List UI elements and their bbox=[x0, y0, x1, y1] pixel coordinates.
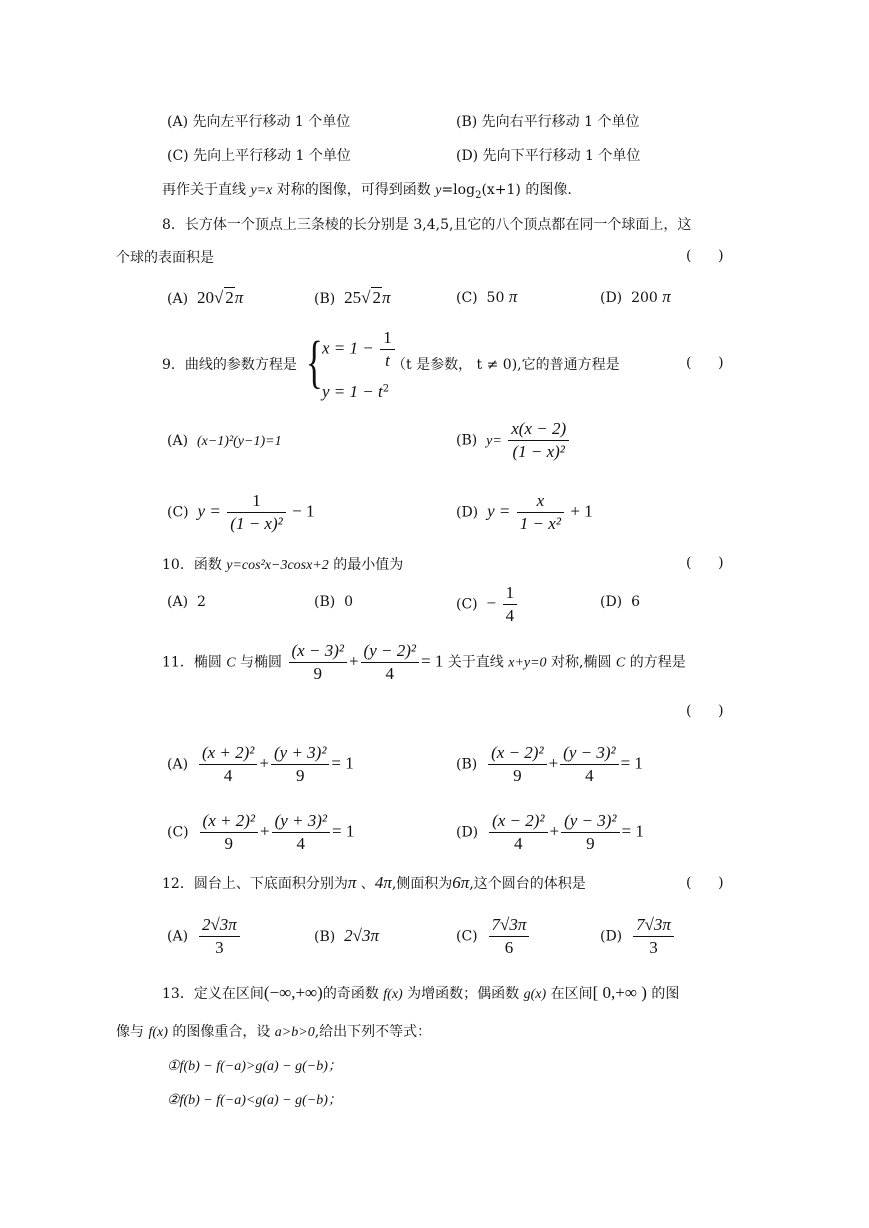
q12-option-a bbox=[167, 914, 242, 959]
q9-system-brace: { bbox=[306, 329, 323, 394]
q9-c-den: (1 − x)² bbox=[230, 514, 283, 533]
q8-c-value: 50 bbox=[486, 290, 505, 306]
q13-line2-f: f(x) bbox=[148, 1025, 168, 1040]
q12-mid: ,侧面积为 bbox=[391, 876, 453, 892]
q7-conclusion-prefix: 再作关于直线 bbox=[162, 182, 251, 198]
q13-line2-cond: a>b>0 bbox=[274, 1025, 315, 1040]
q9-option-b bbox=[456, 418, 571, 463]
q9-c-lhs: y = bbox=[197, 501, 221, 521]
q10-option-c bbox=[456, 582, 519, 627]
q9-suffix: （t 是参数， t ≠ 0),它的普通方程是 bbox=[392, 357, 620, 373]
q8-c-label: (C) bbox=[456, 290, 478, 306]
q12-option-c bbox=[456, 914, 531, 959]
q9-eq1-den: t bbox=[385, 351, 390, 370]
q11-a-frac2 bbox=[271, 742, 329, 787]
q12-v3: 6π bbox=[452, 873, 470, 892]
q9-c-num: 1 bbox=[227, 490, 285, 513]
q11-suffix: 的方程是 bbox=[625, 654, 686, 671]
q9-eq1-num: 1 bbox=[380, 327, 395, 350]
q12-b-label: (B) bbox=[314, 929, 336, 945]
q11-a-plus: + bbox=[259, 753, 269, 773]
q10-d-value: 6 bbox=[631, 594, 640, 610]
q8-a-pi: π bbox=[234, 288, 244, 307]
q11-answer-paren: ( ) bbox=[686, 703, 724, 719]
q8-option-c bbox=[456, 287, 517, 307]
q7-line-equation: y=x bbox=[250, 183, 273, 198]
q11-a-d1: 4 bbox=[223, 766, 233, 785]
q13-interval2: [ 0,+∞ ) bbox=[592, 983, 647, 1002]
q8-answer-paren: ( ) bbox=[686, 248, 724, 264]
q11-stem bbox=[162, 640, 686, 685]
q10-b-label: (B) bbox=[314, 594, 336, 610]
q8-stem-line2: 个球的表面积是 bbox=[116, 250, 214, 266]
q9-eq2-sup: 2 bbox=[382, 383, 390, 395]
q9-b-num: x(x − 2) bbox=[508, 418, 569, 441]
q9-option-c bbox=[167, 490, 315, 535]
q9-c-rhs: − 1 bbox=[292, 501, 315, 521]
q11-b-d1: 9 bbox=[513, 766, 522, 785]
q12-stem bbox=[162, 873, 586, 893]
q13-line2-suffix: ,给出下列不等式： bbox=[314, 1024, 432, 1040]
q11-b-frac1 bbox=[488, 742, 546, 787]
q9-d-label: (D) bbox=[456, 504, 479, 521]
q13-p1: 13．定义在区间 bbox=[162, 986, 264, 1002]
q11-c-d1: 9 bbox=[224, 834, 234, 853]
q8-b-value: 25 bbox=[344, 288, 362, 307]
q11-b-plus: + bbox=[548, 753, 559, 773]
q11-c-n2: (y + 3)² bbox=[272, 810, 330, 833]
q13-p4: 在区间 bbox=[546, 986, 593, 1002]
q10-c-sign: − bbox=[486, 593, 497, 613]
q7-conclusion-mid: 对称的图像，可得到函数 bbox=[272, 182, 436, 198]
q9-equation-2 bbox=[322, 382, 389, 402]
q13-p3: 为增函数；偶函数 bbox=[402, 986, 524, 1002]
q10-suffix: 的最小值为 bbox=[328, 557, 404, 573]
q7-conclusion bbox=[162, 180, 572, 206]
q12-v2: 4π bbox=[374, 873, 392, 892]
q7-fn-var: y bbox=[435, 183, 442, 198]
q7-option-c: (C) 先向上平行移动 1 个单位 bbox=[167, 148, 351, 164]
q8-option-a: (A) 20√ 2π bbox=[167, 288, 244, 307]
q13-line2-prefix: 像与 bbox=[116, 1024, 149, 1040]
q11-c-d2: 4 bbox=[296, 834, 306, 853]
q9-prefix: 9．曲线的参数方程是 bbox=[162, 357, 297, 373]
q13-inequality-2: ②f(b) − f(−a)<g(a) − g(−b)； bbox=[167, 1093, 342, 1108]
q13-stem-line1 bbox=[162, 983, 679, 1005]
q13-stem-line2 bbox=[116, 1022, 431, 1043]
q9-a-value: (x−1)²(y−1)=1 bbox=[196, 434, 282, 449]
q12-b-value: 2√3π bbox=[344, 926, 379, 945]
q9-a-label: (A) bbox=[167, 433, 189, 449]
q11-d-frac2 bbox=[561, 810, 619, 855]
q11-a-d2: 9 bbox=[295, 766, 305, 785]
q11-b-eq: = 1 bbox=[620, 753, 643, 773]
q11-mid1: 与椭圆 bbox=[235, 654, 283, 671]
q11-frac1 bbox=[289, 640, 347, 685]
q11-f2-den: 4 bbox=[385, 664, 395, 683]
q8-d-label: (D) bbox=[600, 290, 623, 306]
q10-stem bbox=[162, 555, 403, 576]
q8-c-pi: π bbox=[508, 287, 518, 306]
q8-b-label: (B) bbox=[314, 291, 336, 307]
q11-d-n1: (x − 2)² bbox=[489, 810, 547, 833]
q8-b-radicand: 2 bbox=[372, 288, 381, 307]
q7-log-base: 2 bbox=[475, 189, 482, 201]
q12-c-num: 7√3π bbox=[489, 914, 530, 937]
q9-d-lhs: y = bbox=[487, 501, 511, 521]
q10-a-label: (A) bbox=[167, 594, 189, 610]
q13-f: f(x) bbox=[383, 987, 403, 1002]
q12-suffix: ,这个圆台的体积是 bbox=[469, 876, 586, 892]
q11-b-frac2 bbox=[560, 742, 618, 787]
q10-c-label: (C) bbox=[456, 596, 478, 613]
q9-equation-1 bbox=[322, 327, 397, 372]
q11-f2-num: (y − 2)² bbox=[361, 640, 419, 663]
q12-d-num: 7√3π bbox=[633, 914, 674, 937]
q8-option-b: (B) 25√ 2π bbox=[314, 288, 391, 307]
q10-answer-paren: ( ) bbox=[686, 555, 724, 571]
q11-d-d1: 4 bbox=[514, 834, 523, 853]
q9-answer-paren: ( ) bbox=[686, 355, 724, 371]
q9-c-label: (C) bbox=[167, 504, 189, 521]
q10-prefix: 10．函数 bbox=[162, 557, 227, 573]
q11-d-d2: 9 bbox=[586, 834, 595, 853]
q9-eq1-lhs: x = 1 − bbox=[322, 338, 374, 358]
q11-mid2: 关于直线 bbox=[443, 654, 509, 671]
q12-a-label: (A) bbox=[167, 928, 189, 945]
q11-mid3: 对称,椭圆 bbox=[546, 654, 616, 671]
q9-b-den: (1 − x)² bbox=[512, 442, 565, 461]
q12-c-den: 6 bbox=[504, 938, 514, 957]
q12-prefix: 12．圆台上、下底面积分别为 bbox=[162, 876, 348, 892]
q11-d-frac1 bbox=[489, 810, 547, 855]
q11-a-label: (A) bbox=[167, 756, 189, 773]
q11-a-n2: (y + 3)² bbox=[271, 742, 329, 765]
q7-log-arg: (x+1) bbox=[481, 182, 521, 198]
q9-c-fraction bbox=[227, 490, 285, 535]
q12-d-fraction bbox=[633, 914, 674, 959]
q12-a-fraction bbox=[199, 914, 240, 959]
q9-d-num: x bbox=[517, 490, 564, 513]
q8-option-d bbox=[600, 287, 671, 307]
q11-line: x+y=0 bbox=[508, 655, 547, 671]
q8-a-radicand: 2 bbox=[225, 288, 234, 307]
q11-d-eq: = 1 bbox=[621, 821, 644, 841]
q10-function: y=cos²x−3cosx+2 bbox=[226, 558, 329, 573]
q7-log: =log bbox=[441, 182, 476, 198]
q11-b-n1: (x − 2)² bbox=[488, 742, 546, 765]
q13-line2-mid: 的图像重合，设 bbox=[167, 1024, 275, 1040]
q8-d-pi: π bbox=[662, 287, 671, 306]
q10-a-value: 2 bbox=[196, 594, 206, 610]
q11-b-d2: 4 bbox=[585, 766, 594, 785]
q8-b-pi: π bbox=[381, 288, 391, 307]
q13-interval1: (−∞,+∞) bbox=[263, 983, 323, 1002]
q11-a-frac1 bbox=[199, 742, 257, 787]
q12-a-num: 2√3π bbox=[199, 914, 240, 937]
q12-option-b bbox=[314, 926, 379, 946]
q11-a-n1: (x + 2)² bbox=[199, 742, 257, 765]
q11-plus: + bbox=[348, 651, 359, 671]
q11-c: C bbox=[226, 655, 236, 671]
q7-option-a: (A) 先向左平行移动 1 个单位 bbox=[167, 114, 351, 130]
q10-c-fraction bbox=[503, 582, 518, 627]
q8-d-value: 200 bbox=[631, 290, 658, 306]
q11-eq: = 1 bbox=[420, 651, 444, 671]
q9-d-fraction bbox=[517, 490, 564, 535]
q11-option-d bbox=[456, 810, 644, 855]
q10-option-b bbox=[314, 594, 353, 610]
q12-sep: 、 bbox=[356, 876, 375, 892]
q11-option-a bbox=[167, 742, 354, 787]
q11-c-label: (C) bbox=[167, 824, 189, 841]
q12-d-den: 3 bbox=[649, 938, 658, 957]
q9-d-rhs: + 1 bbox=[570, 501, 593, 521]
q11-d-n2: (y − 3)² bbox=[561, 810, 619, 833]
q13-p5: 的图 bbox=[646, 986, 680, 1002]
q11-f1-num: (x − 3)² bbox=[289, 640, 347, 663]
q7-option-b: (B) 先向右平行移动 1 个单位 bbox=[456, 114, 640, 130]
q11-d-label: (D) bbox=[456, 824, 479, 841]
q12-v1: π bbox=[347, 873, 357, 892]
q9-option-a bbox=[167, 433, 282, 450]
q12-d-label: (D) bbox=[600, 928, 623, 945]
q10-c-num: 1 bbox=[503, 582, 518, 605]
q8-a-value: 20 bbox=[196, 288, 214, 307]
q9-b-label: (B) bbox=[456, 432, 478, 449]
q12-a-den: 3 bbox=[215, 938, 224, 957]
q7-conclusion-suffix: 的图像. bbox=[520, 182, 572, 198]
q9-eq2: y = 1 − t bbox=[322, 382, 383, 401]
q9-b-fraction bbox=[508, 418, 569, 463]
q11-c-frac2 bbox=[272, 810, 330, 855]
q11-frac2 bbox=[361, 640, 419, 685]
q11-option-b bbox=[456, 742, 643, 787]
q12-answer-paren: ( ) bbox=[686, 875, 724, 891]
q11-c2: C bbox=[615, 655, 626, 671]
q10-option-a bbox=[167, 594, 206, 610]
q11-a-eq: = 1 bbox=[331, 753, 354, 773]
q10-b-value: 0 bbox=[344, 594, 354, 610]
q11-b-n2: (y − 3)² bbox=[560, 742, 618, 765]
q11-c-plus: + bbox=[259, 821, 270, 841]
q11-c-n1: (x + 2)² bbox=[200, 810, 258, 833]
q12-c-label: (C) bbox=[456, 928, 478, 945]
q11-b-label: (B) bbox=[456, 756, 478, 773]
q11-option-c bbox=[167, 810, 354, 855]
q13-p2: 的奇函数 bbox=[322, 986, 384, 1002]
q11-d-plus: + bbox=[549, 821, 560, 841]
q10-c-den: 4 bbox=[505, 606, 515, 625]
q13-g: g(x) bbox=[523, 987, 547, 1002]
q7-option-d: (D) 先向下平行移动 1 个单位 bbox=[456, 148, 641, 164]
q11-c-eq: = 1 bbox=[332, 821, 355, 841]
q13-inequality-1: ①f(b) − f(−a)>g(a) − g(−b)； bbox=[167, 1059, 342, 1074]
q11-c-frac1 bbox=[200, 810, 258, 855]
q9-option-d bbox=[456, 490, 593, 535]
q12-c-fraction bbox=[489, 914, 530, 959]
q9-d-den: 1 − x² bbox=[519, 514, 561, 533]
q11-f1-den: 9 bbox=[313, 664, 322, 683]
q12-option-d bbox=[600, 914, 676, 959]
q8-stem-line1: 8．长方体一个顶点上三条棱的长分别是 3,4,5,且它的八个顶点都在同一个球面上，这 bbox=[162, 217, 692, 233]
q11-prefix: 11．椭圆 bbox=[162, 654, 227, 671]
q9-b-lhs: y= bbox=[486, 433, 502, 449]
q10-option-d bbox=[600, 594, 640, 610]
q8-a-label: (A) bbox=[167, 291, 189, 307]
q10-d-label: (D) bbox=[600, 594, 623, 610]
